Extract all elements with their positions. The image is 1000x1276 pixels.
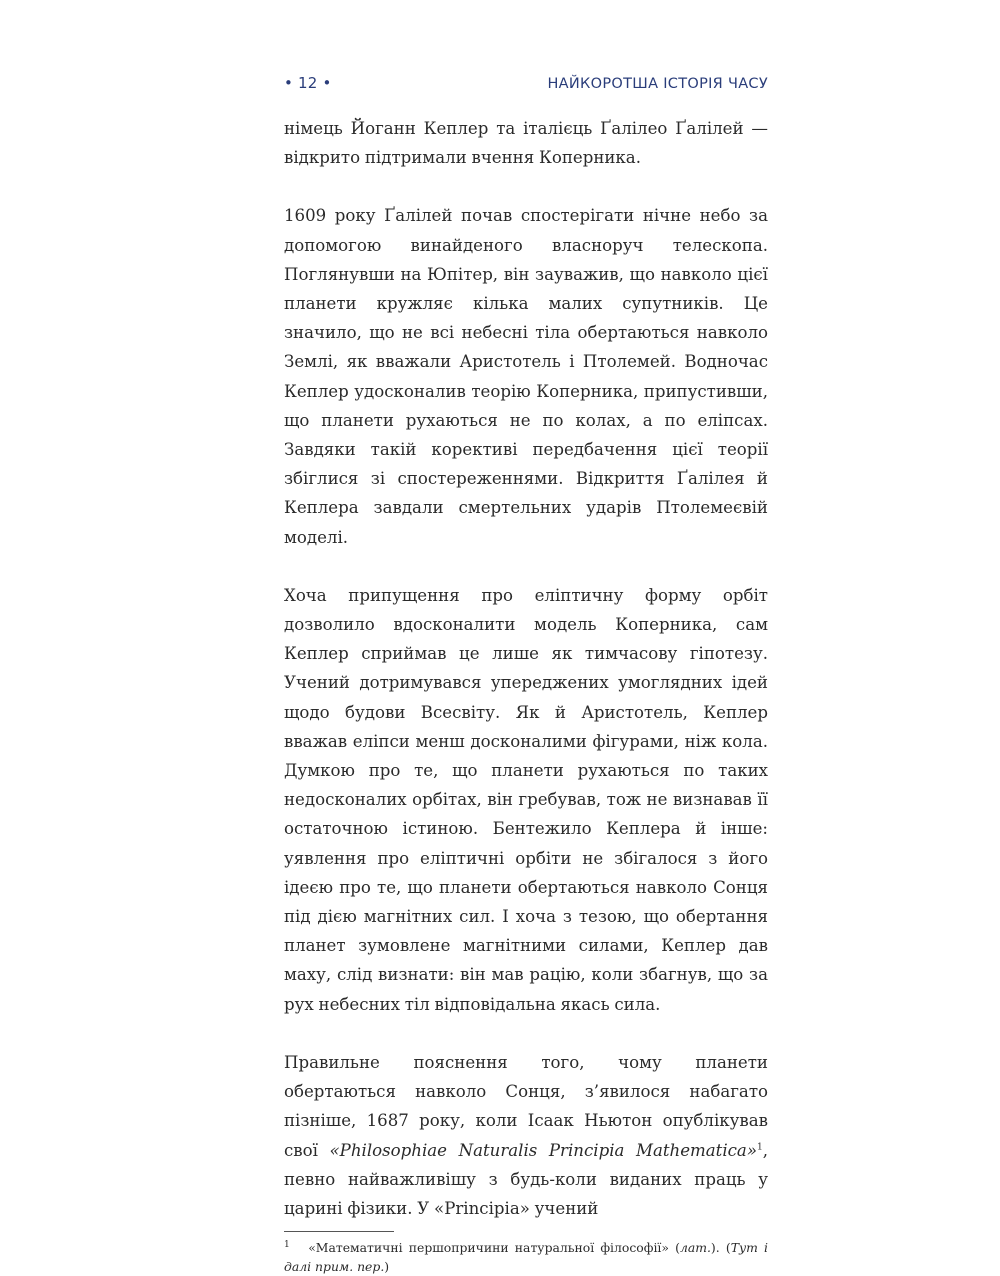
footnote-marker: 1 <box>284 1239 290 1250</box>
footnote-ref[interactable]: 1 <box>756 1141 763 1152</box>
paragraph-2: 1609 року Ґалілей почав спостерігати нічне небо за допомогою винайденого власноруч телескопа. Поглянувши на Юпітер, він зауважив, що навколо цієї планети кружляє кілька малих супутників. Це значило, що не всі небесні тіла обертаються навколо Землі, як вважали Аристотель і Птолемей. Водночас Кеплер удосконалив теорію Коперника, припустивши, що планети рухаються не по колах, а по еліпсах. Завдяки такій корективі передбачення цієї теорії збіглися зі спостереженнями. Відкриття Ґалілея й Кеплера завдали смертельних ударів Птолемеєвій моделі. <box>284 206 768 547</box>
footnote-lang: лат. <box>679 1240 711 1256</box>
paragraph-3: Хоча припущення про еліптичну форму орбіт дозволило вдосконалити модель Коперника, сам Кеплер сприймав це лише як тимчасову гіпотезу. Учений дотримувався упереджених умоглядних ідей щодо будови Всесвіту. Як й Аристотель, Кеплер вважав еліпси менш досконалими фігурами, ніж кола. Думкою про те, що планети рухаються по таких недосконалих орбітах, він гребував, тож не визнавав її остаточною істиною. Бентежило Кеплера й інше: уявлення про еліптичні орбіти не збігалося з його ідеєю про те, що планети обертаються навколо Сонця під дією магнітних сил. І хоча з тезою, що обертання планет зумовлене магнітними силами, Кеплер дав маху, слід визнати: він мав рацію, коли збагнув, що за рух небесних тіл відповідальна якась сила. <box>284 585 768 1014</box>
book-page <box>284 74 768 1276</box>
running-head <box>284 74 768 102</box>
paragraph-4-end: , певно найважливішу з будь-коли виданих праць у царині фізики. У «Principia» учений <box>284 1140 768 1218</box>
footnote-divider <box>284 1231 394 1232</box>
footnote-text-end: ) <box>384 1259 390 1275</box>
paragraph-1: німець Йоганн Кеплер та італієць Ґалілео Ґалілей — відкрито підтримали вчення Коперника. <box>284 119 768 168</box>
footnote-text-start: «Математичні першопричини натуральної філософії» ( <box>308 1240 680 1256</box>
footnote-text-mid: ). ( <box>710 1240 731 1256</box>
body-text <box>284 114 768 1223</box>
paragraph-4 <box>284 1048 768 1223</box>
book-title: НАЙКОРОТША ІСТОРІЯ ЧАСУ <box>547 76 768 92</box>
footnote-note: Тут і далі прим. пер. <box>284 1240 769 1275</box>
footnote <box>284 1238 768 1276</box>
page-number: • 12 • <box>284 74 332 92</box>
principia-title: «Philosophiae Naturalis Principia Mathematica» <box>329 1140 757 1160</box>
paragraph-4-start: Правильне пояснення того, чому планети обертаються навколо Сонця, з’явилося набагато пізніше, 1687 року, коли Ісаак Ньютон опублікував свої <box>284 1052 768 1160</box>
